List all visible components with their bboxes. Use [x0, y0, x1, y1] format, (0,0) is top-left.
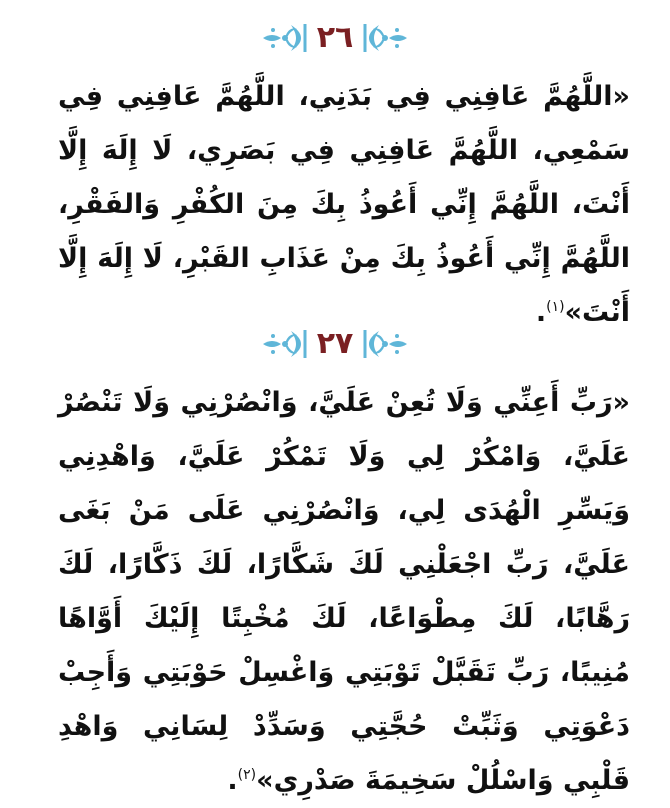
footnote-marker[interactable]: (١)	[546, 299, 565, 315]
sentence-end: .	[535, 297, 547, 328]
sentence-end: .	[227, 765, 238, 796]
section-number: ٢٦	[316, 20, 354, 55]
dua-text: «رَبِّ أَعِنِّي وَلَا تُعِنْ عَلَيَّ، وَانْصُرْنِي وَلَا تَنْصُرْ عَلَيَّ، وَامْكُرْ لِي وَلَا تَمْكُرْ عَلَيَّ، وَاهْدِنِي وَيَسِّرِ الْهُدَى لِي، وَانْصُرْنِي عَلَى مَنْ بَغَى عَلَيَّ، رَبِّ اجْعَلْنِي لَكَ شَكَّارًا، لَكَ ذَكَّارًا، لَكَ رَهَّابًا، لَكَ مِطْوَاعًا، لَكَ مُخْبِتًا إِلَيْكَ أَوَّاهًا مُنِيبًا، رَبِّ تَقَبَّلْ تَوْبَتِي وَاغْسِلْ حَوْبَتِي وَأَجِبْ دَعْوَتِي وَثَبِّتْ حُجَّتِي وَسَدِّدْ لِسَانِي وَاهْدِ قَلْبِي وَاسْلُلْ سَخِيمَةَ صَدْرِي»	[58, 387, 630, 796]
floral-flourish-icon	[261, 21, 311, 55]
footnote-marker[interactable]: (٢)	[237, 767, 257, 783]
floral-flourish-icon	[261, 327, 311, 361]
section-number-ornament	[261, 327, 410, 361]
section-number-ornament	[261, 21, 410, 55]
section-header-27	[0, 322, 670, 366]
floral-flourish-icon	[359, 327, 409, 361]
dua-paragraph-27	[58, 376, 630, 808]
section-number: ٢٧	[316, 326, 354, 361]
dua-paragraph-26	[58, 70, 630, 340]
dua-text: «اللَّهُمَّ عَافِنِي فِي بَدَنِي، اللَّهُمَّ عَافِنِي فِي سَمْعِي، اللَّهُمَّ عَافِنِي فِي بَصَرِي، لَا إِلَهَ إِلَّا أَنْتَ، اللَّهُمَّ إِنِّي أَعُوذُ بِكَ مِنَ الكُفْرِ وَالفَقْرِ، اللَّهُمَّ إِنِّي أَعُوذُ بِكَ مِنْ عَذَابِ القَبْرِ، لَا إِلَهَ إِلَّا أَنْتَ»	[58, 81, 630, 328]
floral-flourish-icon	[359, 21, 409, 55]
section-header-26	[0, 16, 670, 60]
